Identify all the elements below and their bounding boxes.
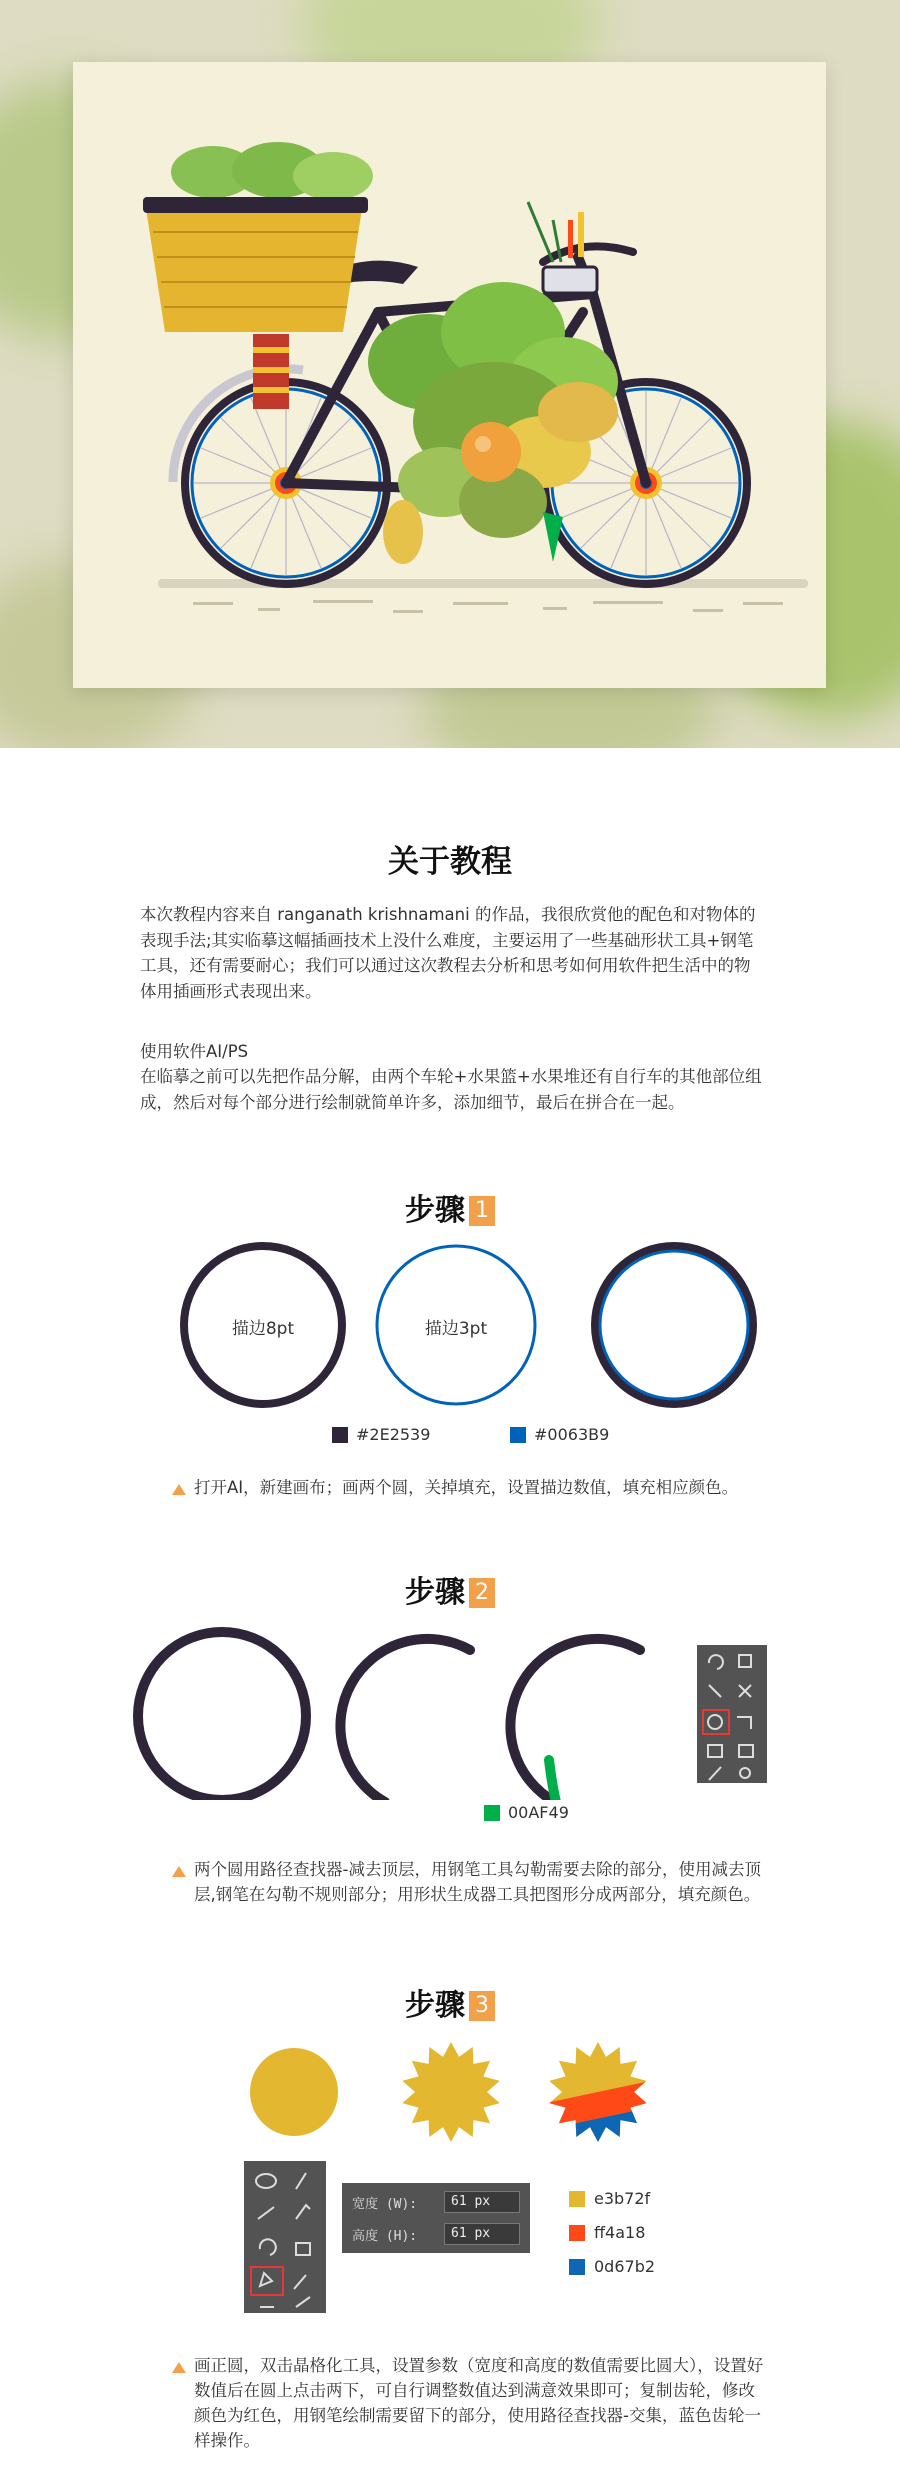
swatch-label-ff4a18: ff4a18 bbox=[594, 2223, 646, 2242]
hero-banner bbox=[0, 0, 900, 748]
height-input[interactable]: 61 px bbox=[444, 2223, 520, 2245]
swatch-0d67b2 bbox=[569, 2259, 585, 2275]
width-input[interactable]: 61 px bbox=[444, 2191, 520, 2213]
illustration-card bbox=[73, 62, 826, 688]
about-title: 关于教程 bbox=[388, 844, 512, 880]
height-label: 高度 (H): bbox=[352, 2229, 418, 2244]
step1-number-badge: 1 bbox=[469, 1196, 495, 1226]
tools-panel bbox=[697, 1645, 767, 1783]
width-label: 宽度 (W): bbox=[352, 2197, 418, 2212]
bullet-triangle-icon bbox=[172, 2362, 186, 2373]
swatch-0063b9 bbox=[510, 1427, 526, 1443]
step2-note: 两个圆用路径查找器-减去顶层，用钢笔工具勾勒需要去除的部分，使用减去顶层,钢笔在勾勒不规则部分；用形状生成器工具把图形分成两部分，填充颜色。 bbox=[194, 1860, 761, 1904]
swatch-ff4a18 bbox=[569, 2225, 585, 2241]
ring1-label: 描边8pt bbox=[231, 1319, 295, 1339]
yellow-circle bbox=[250, 2048, 338, 2136]
fruit-basket bbox=[143, 142, 373, 409]
crystallize-tool-highlight bbox=[251, 2267, 283, 2295]
step2-heading bbox=[0, 1567, 900, 1611]
swatch-00af49 bbox=[484, 1805, 500, 1821]
swatch-2e2539 bbox=[332, 1427, 348, 1443]
tools-panel-2 bbox=[244, 2161, 326, 2313]
bicycle-illustration bbox=[73, 62, 826, 688]
step3-heading bbox=[0, 1980, 900, 2024]
colored-arc bbox=[510, 1639, 640, 1800]
step1-note: 打开AI，新建画布；画两个圆，关掉填充，设置描边数值，填充相应颜色。 bbox=[194, 1478, 739, 1497]
yellow-gear bbox=[402, 2042, 499, 2142]
step3-shapes bbox=[0, 2040, 900, 2150]
swatch-label-0063b9: #0063B9 bbox=[534, 1425, 610, 1444]
crystallize-options-panel bbox=[342, 2183, 530, 2253]
step1-heading-text: 步骤 bbox=[405, 1193, 465, 1228]
full-ring bbox=[138, 1632, 306, 1800]
swatch-label-2e2539: #2E2539 bbox=[356, 1425, 431, 1444]
combined-ring-outer bbox=[595, 1246, 753, 1404]
step3-note: 画正圆，双击晶格化工具，设置参数（宽度和高度的数值需要比圆大），设置好数值后在圆上点击两下，可自行调整数值达到满意效果即可；复制齿轮，修改颜色为红色，用钢笔绘制需要留下的部分，使用路径查找器-交集，蓝色齿轮一样操作。 bbox=[194, 2356, 764, 2450]
software-line: 使用软件AI/PS bbox=[140, 1042, 249, 1061]
combined-ring-inner bbox=[600, 1251, 748, 1399]
swatch-label-0d67b2: 0d67b2 bbox=[594, 2257, 656, 2276]
step3-number-badge: 3 bbox=[469, 1991, 495, 2021]
bullet-triangle-icon bbox=[172, 1866, 186, 1877]
step3-heading-text: 步骤 bbox=[405, 1988, 465, 2023]
swatch-e3b72f bbox=[569, 2191, 585, 2207]
step2-heading-text: 步骤 bbox=[405, 1575, 465, 1610]
shape-builder-highlight bbox=[703, 1710, 729, 1734]
step2-number-badge: 2 bbox=[469, 1578, 495, 1608]
tool-icons-2 bbox=[244, 2161, 326, 2313]
step1-heading bbox=[0, 1185, 900, 1229]
green-arc-segment bbox=[549, 1760, 556, 1800]
ring2-label: 描边3pt bbox=[424, 1319, 488, 1339]
tool-icons bbox=[697, 1645, 767, 1783]
cut-arc bbox=[340, 1639, 470, 1800]
intro-paragraph: 本次教程内容来自 ranganath krishnamani 的作品，我很欣赏他的配色和对物体的表现手法;其实临摹这幅插画技术上没什么难度，主要运用了一些基础形状工具+钢笔工具，还有需要耐心；我们可以通过这次教程去分析和思考如何用软件把生活中的物体用插画形式表现出来。 bbox=[140, 905, 756, 1001]
swatch-label-00af49: 00AF49 bbox=[508, 1803, 569, 1822]
bullet-triangle-icon bbox=[172, 1484, 186, 1495]
method-paragraph: 在临摹之前可以先把作品分解，由两个车轮+水果篮+水果堆还有自行车的其他部位组成，然后对每个部分进行绘制就简单许多，添加细节，最后在拼合在一起。 bbox=[140, 1067, 762, 1112]
swatch-label-e3b72f: e3b72f bbox=[594, 2189, 651, 2208]
